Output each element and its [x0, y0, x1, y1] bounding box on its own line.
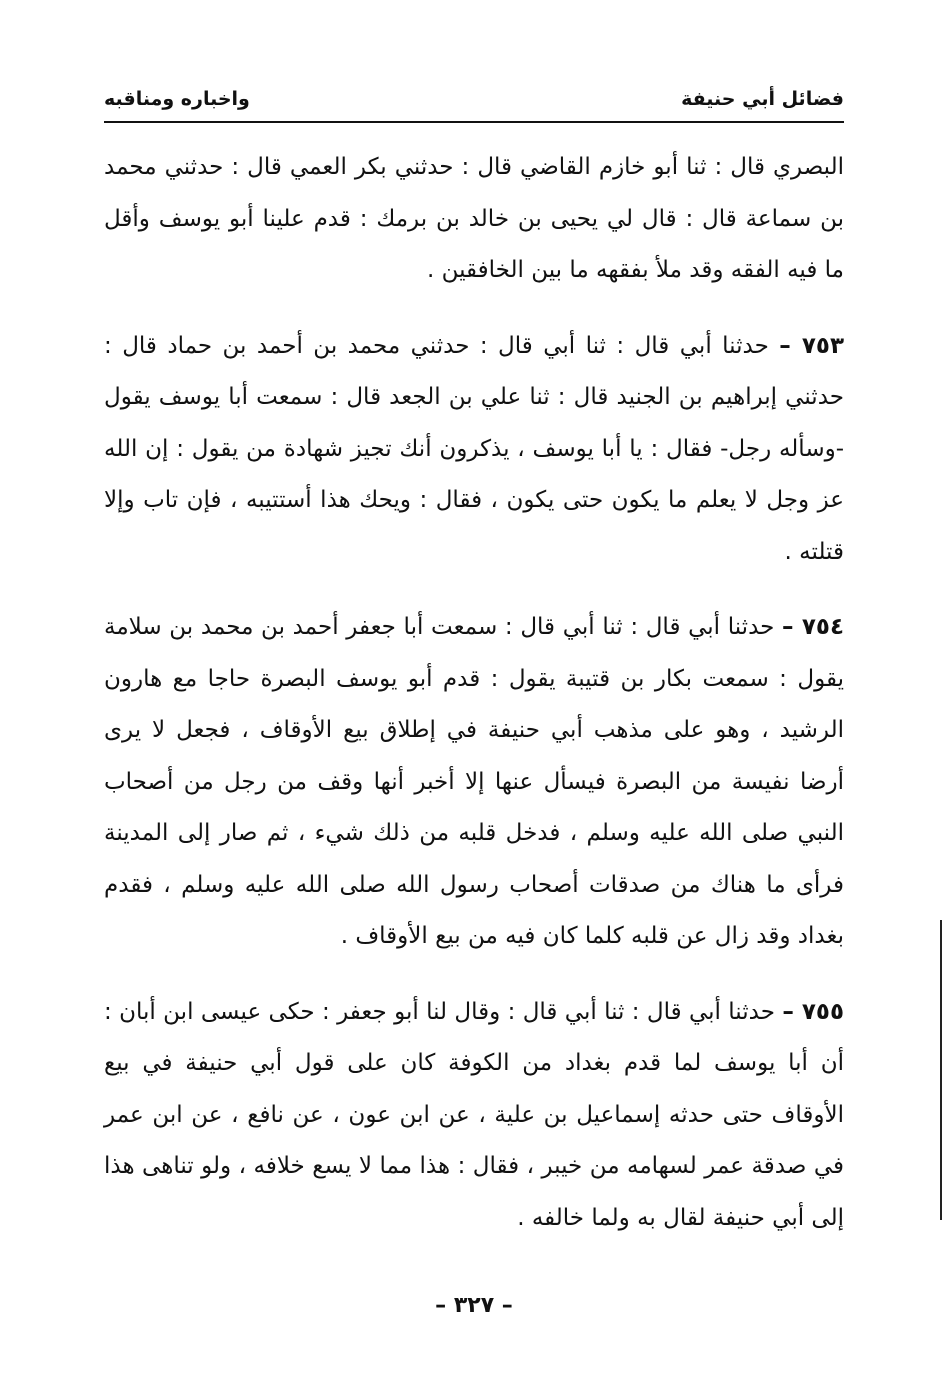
paragraph-754 — [104, 602, 844, 963]
paragraph-text: حدثنا أبي قال : ثنا أبي قال : حدثني محمد بن أحمد بن حماد قال : حدثني إبراهيم بن الجنيد قال : ثنا علي بن الجعد قال : سمعت أبا يوسف يقول -وسأله رجل- فقال : يا أبا يوسف ، يذكرون أنك تجيز شهادة من يقول : إن الله عز وجل لا يعلم ما يكون حتى يكون ، فقال : ويحك هذا أستتيبه ، فإن تاب وإلا قتلته . — [104, 332, 844, 565]
hadith-number: ٧٥٤ – — [782, 614, 845, 640]
book-title: فضائل أبي حنيفة — [681, 88, 844, 110]
page-number: – ٣٢٧ – — [435, 1293, 513, 1318]
paragraph-text: حدثنا أبي قال : ثنا أبي قال : وقال لنا أبو جعفر : حكى عيسى ابن أبان : أن أبا يوسف لما قدم بغداد من الكوفة كان على قول أبي حنيفة في بيع الأوقاف حتى حدثه إسماعيل بن علية ، عن ابن عون ، عن نافع ، عن ابن عمر في صدقة عمر لسهامه من خيبر ، فقال : هذا مما لا يسع خلافه ، ولو تناهى هذا إلى أبي حنيفة لقال به ولما خالفه . — [104, 998, 844, 1231]
paragraph-continuation — [104, 142, 844, 297]
paragraph-text: حدثنا أبي قال : ثنا أبي قال : سمعت أبا جعفر أحمد بن محمد بن سلامة يقول : سمعت بكار بن قتيبة يقول : قدم أبو يوسف البصرة حاجا مع هارون الرشيد ، وهو على مذهب أبي حنيفة في إطلاق بيع الأوقاف ، فجعل لا يرى أرضا نفيسة من البصرة فيسأل عنها إلا أخبر أنها وقف من رجل من أصحاب النبي صلى الله عليه وسلم ، فدخل قلبه من ذلك شيء ، ثم صار إلى المدينة فرأى ما هناك من صدقات أصحاب رسول الله صلى الله عليه وسلم ، فقدم بغداد وقد زال عن قلبه كلما كان فيه من بيع الأوقاف . — [104, 614, 844, 949]
section-title: واخباره ومناقبه — [104, 88, 250, 110]
main-text — [104, 142, 844, 1244]
paragraph-755 — [104, 987, 844, 1245]
paragraph-text: البصري قال : ثنا أبو خازم القاضي قال : حدثني بكر العمي قال : حدثني محمد بن سماعة قال : قال لي يحيى بن خالد بن برمك : قدم علينا أبو يوسف وأقل ما فيه الفقه وقد ملأ بفقهه ما بين الخافقين . — [104, 154, 844, 283]
paragraph-753 — [104, 321, 844, 579]
hadith-number: ٧٥٣ – — [779, 332, 845, 359]
hadith-number: ٧٥٥ – — [782, 998, 844, 1025]
running-header — [104, 84, 844, 118]
scan-edge-line — [940, 920, 942, 1220]
header-divider — [104, 121, 844, 123]
